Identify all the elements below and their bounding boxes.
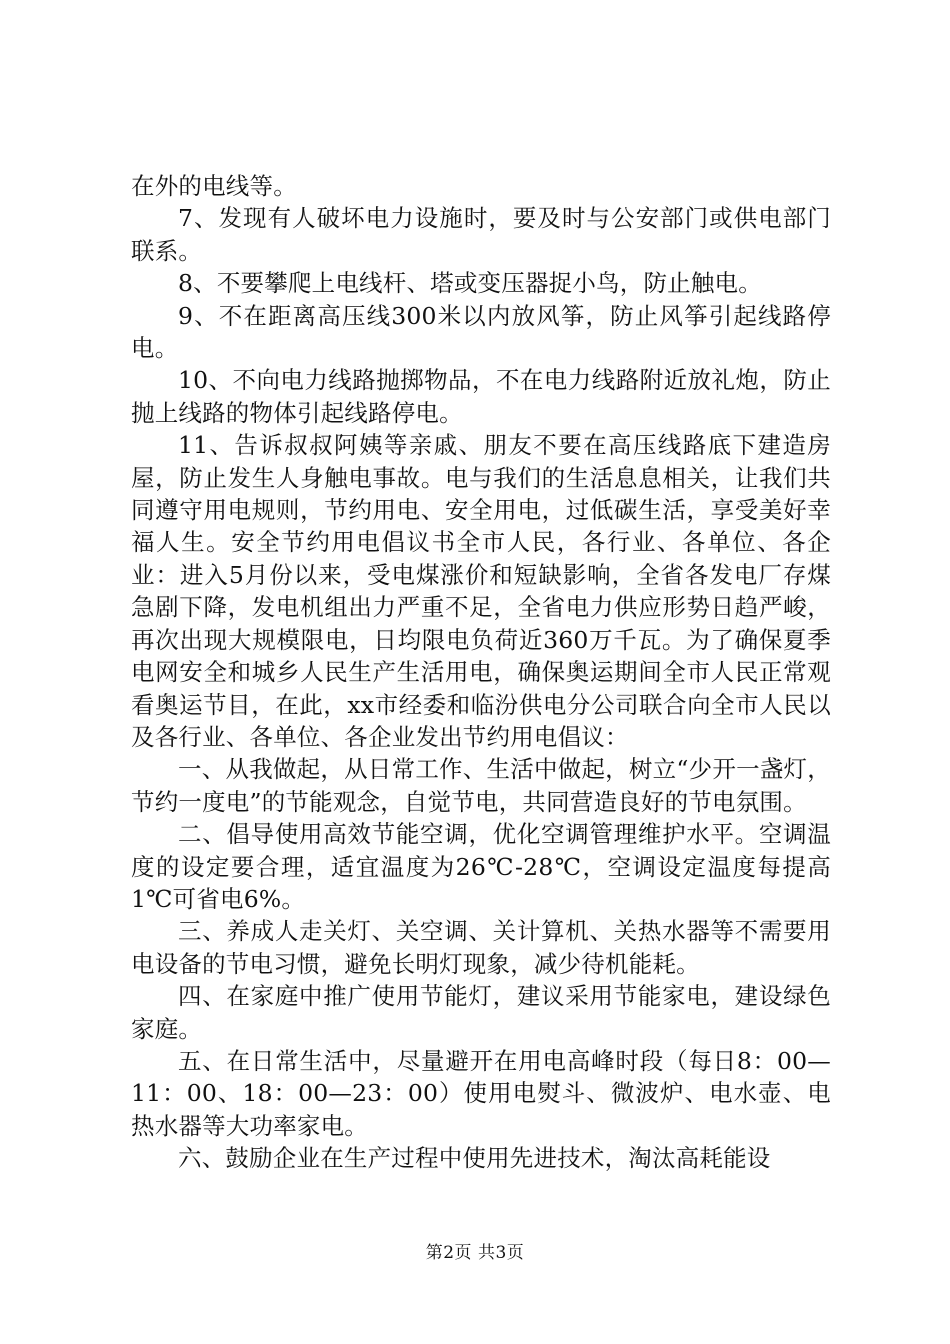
paragraph-proposal-3: 三、养成人走关灯、关空调、关计算机、关热水器等不需要用电设备的节电习惯，避免长明灯现象，减少待机能耗。 bbox=[131, 917, 831, 978]
paragraph-proposal-1: 一、从我做起，从日常工作、生活中做起，树立“少开一盏灯，节约一度电”的节能观念，自觉节电，共同营造良好的节电氛围。 bbox=[131, 755, 831, 816]
paragraph-item-7: 7、发现有人破坏电力设施时，要及时与公安部门或供电部门联系。 bbox=[131, 204, 831, 265]
paragraph-item-11: 11、告诉叔叔阿姨等亲戚、朋友不要在高压线路底下建造房屋，防止发生人身触电事故。电与我们的生活息息相关，让我们共同遵守用电规则，节约用电、安全用电，过低碳生活，享受美好幸福人生。安全节约用电倡议书全市人民，各行业、各单位、各企业：进入5月份以来，受电煤涨价和短缺影响，全省各发电厂存煤急剧下降，发电机组出力严重不足，全省电力供应形势日趋严峻，再次出现大规模限电，日均限电负荷近360万千瓦。为了确保夏季电网安全和城乡人民生产生活用电，确保奥运期间全市人民正常观看奥运节目，在此，xx市经委和临汾供电分公司联合向全市人民以及各行业、各单位、各企业发出节约用电倡议： bbox=[131, 431, 831, 751]
paragraph-proposal-2: 二、倡导使用高效节能空调，优化空调管理维护水平。空调温度的设定要合理，适宜温度为26℃-28℃，空调设定温度每提高1℃可省电6%。 bbox=[131, 820, 831, 913]
paragraph-continuation: 在外的电线等。 bbox=[131, 172, 297, 200]
paragraph-proposal-4: 四、在家庭中推广使用节能灯，建议采用节能家电，建设绿色家庭。 bbox=[131, 982, 831, 1043]
paragraph-item-10: 10、不向电力线路抛掷物品，不在电力线路附近放礼炮，防止抛上线路的物体引起线路停电。 bbox=[131, 366, 831, 427]
paragraph-item-8: 8、不要攀爬上电线杆、塔或变压器捉小鸟，防止触电。 bbox=[178, 269, 762, 298]
paragraph-proposal-5: 五、在日常生活中，尽量避开在用电高峰时段（每日8：00—11：00、18：00—23：00）使用电熨斗、微波炉、电水壶、电热水器等大功率家电。 bbox=[131, 1046, 831, 1140]
document-body bbox=[131, 170, 831, 1175]
paragraph-item-9: 9、不在距离高压线300米以内放风筝，防止风筝引起线路停电。 bbox=[131, 301, 831, 363]
paragraph-proposal-6: 六、鼓励企业在生产过程中使用先进技术，淘汰高耗能设 bbox=[178, 1144, 771, 1173]
page-number-footer: 第2页 共3页 bbox=[425, 1243, 525, 1263]
